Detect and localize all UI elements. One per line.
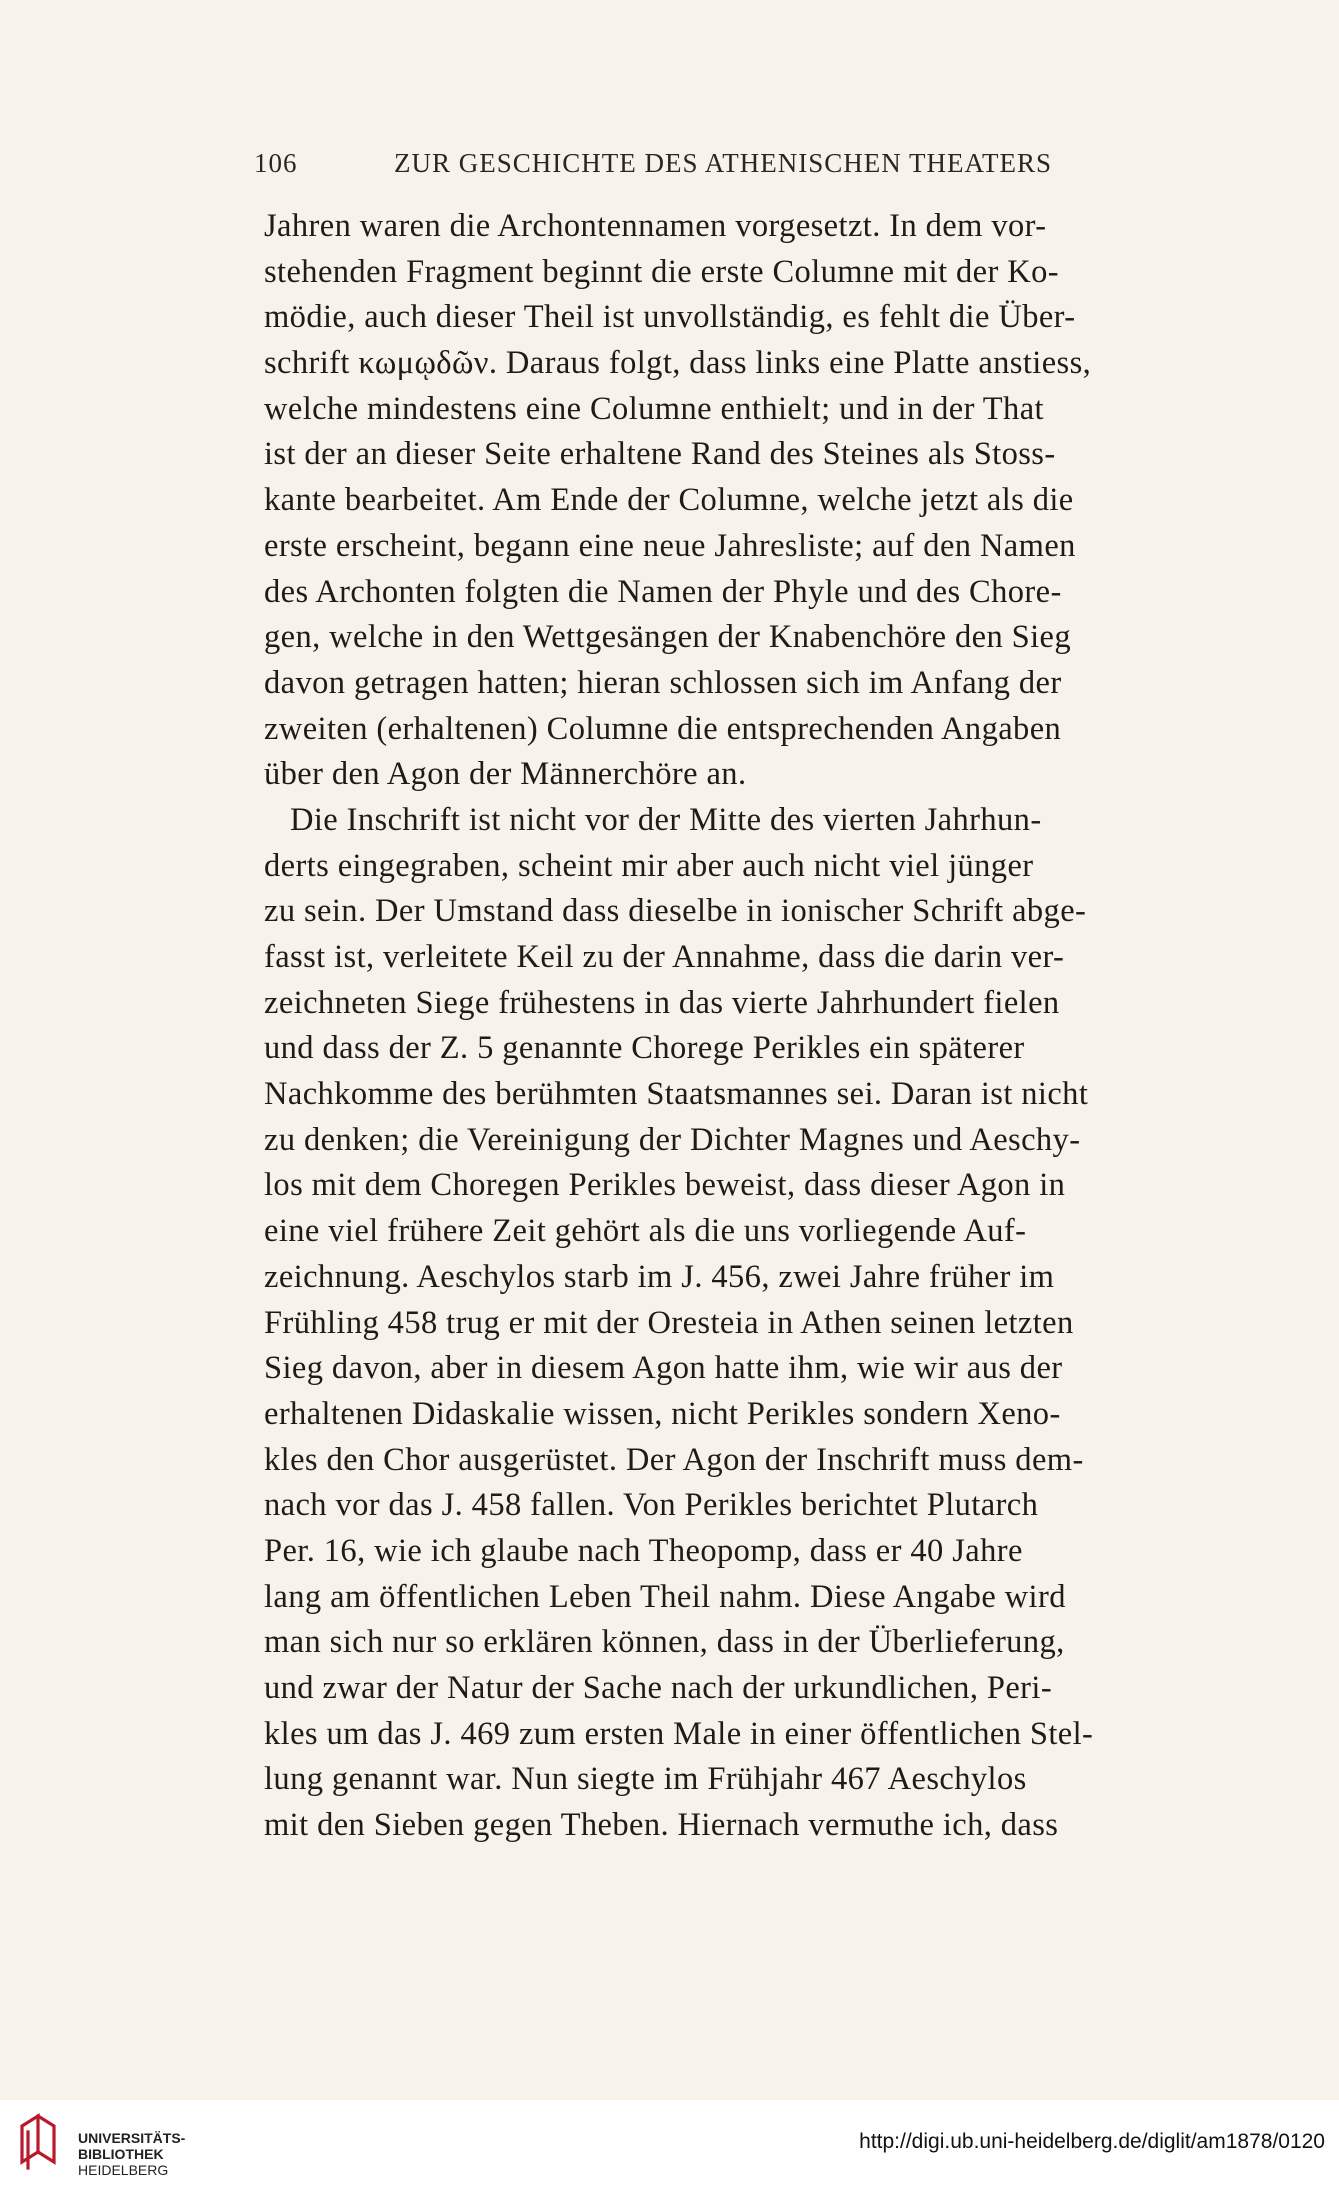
text-line: eine viel frühere Zeit gehört als die uns vorliegende Auf- [264, 1213, 1027, 1250]
text-line: erste erscheint, begann eine neue Jahresliste; auf den Namen [264, 527, 1076, 564]
page-number: 106 [254, 148, 298, 178]
text-line: mit den Sieben gegen Theben. Hiernach vermuthe ich, dass [264, 1807, 1059, 1844]
text-line: Sieg davon, aber in diesem Agon hatte ihm, wie wir aus der [264, 1350, 1063, 1387]
running-title: ZUR GESCHICHTE DES ATHENISCHEN THEATERS [394, 148, 1053, 178]
institution-line: BIBLIOTHEK [78, 2146, 164, 2162]
text-line: und dass der Z. 5 genannte Chorege Perikles ein späterer [264, 1030, 1025, 1067]
source-url-link[interactable]: http://digi.ub.uni-heidelberg.de/diglit/am1878/0120 [859, 2130, 1325, 2153]
text-line: nach vor das J. 458 fallen. Von Perikles berichtet Plutarch [264, 1487, 1039, 1524]
text-line: lang am öffentlichen Leben Theil nahm. Diese Angabe wird [264, 1578, 1066, 1615]
digitization-footer [0, 2100, 1339, 2200]
text-line: zeichneten Siege frühestens in das vierte Jahrhundert fielen [264, 984, 1060, 1021]
text-line: erhaltenen Didaskalie wissen, nicht Perikles sondern Xeno- [264, 1395, 1061, 1432]
text-line: Nachkomme des berühmten Staatsmannes sei. Daran ist nicht [264, 1076, 1089, 1113]
body-text [264, 204, 1214, 1849]
text-line: kles um das J. 469 zum ersten Male in einer öffentlichen Stel- [264, 1715, 1094, 1752]
text-line: Jahren waren die Archontennamen vorgesetzt. In dem vor- [264, 208, 1047, 244]
text-line: mödie, auch dieser Theil ist unvollständig, es fehlt die Über- [264, 299, 1076, 336]
text-line: Die Inschrift ist nicht vor der Mitte des vierten Jahrhun- [290, 801, 1042, 838]
text-line: davon getragen hatten; hieran schlossen sich im Anfang der [264, 664, 1062, 701]
text-line: über den Agon der Männerchöre an. [264, 756, 747, 793]
text-line: Per. 16, wie ich glaube nach Theopomp, dass er 40 Jahre [264, 1532, 1023, 1569]
text-line: zeichnung. Aeschylos starb im J. 456, zwei Jahre früher im [264, 1258, 1055, 1295]
text-line: los mit dem Choregen Perikles beweist, dass dieser Agon in [264, 1167, 1066, 1204]
text-line: des Archonten folgten die Namen der Phyle und des Chore- [264, 573, 1062, 610]
text-line: derts eingegraben, scheint mir aber auch nicht viel jünger [264, 847, 1034, 884]
library-logo-icon [16, 2112, 60, 2172]
institution-line: UNIVERSITÄTS- [78, 2130, 186, 2146]
text-line: zweiten (erhaltenen) Columne die entsprechenden Angaben [264, 710, 1062, 747]
text-line: gen, welche in den Wettgesängen der Knabenchöre den Sieg [264, 619, 1072, 656]
text-line: ist der an dieser Seite erhaltene Rand des Steines als Stoss- [264, 436, 1056, 473]
text-line: fasst ist, verleitete Keil zu der Annahme, dass die darin ver- [264, 939, 1065, 975]
text-line: Frühling 458 trug er mit der Oresteia in Athen seinen letzten [264, 1304, 1074, 1341]
text-line: kante bearbeitet. Am Ende der Columne, welche jetzt als die [264, 482, 1074, 519]
text-line: kles den Chor ausgerüstet. Der Agon der Inschrift muss dem- [264, 1441, 1084, 1478]
text-line: welche mindestens eine Columne enthielt; und in der That [264, 390, 1044, 427]
institution-name [78, 2130, 185, 2178]
text-line: zu denken; die Vereinigung der Dichter Magnes und Aeschy- [264, 1121, 1081, 1158]
text-line: lung genannt war. Nun siegte im Frühjahr 467 Aeschylos [264, 1761, 1027, 1798]
text-line: stehenden Fragment beginnt die erste Columne mit der Ko- [264, 253, 1059, 290]
text-line: man sich nur so erklären können, dass in der Überlieferung, [264, 1624, 1065, 1661]
text-line: zu sein. Der Umstand dass dieselbe in ionischer Schrift abge- [264, 893, 1087, 930]
text-line: und zwar der Natur der Sache nach der urkundlichen, Peri- [264, 1670, 1053, 1706]
institution-line: HEIDELBERG [78, 2162, 169, 2178]
text-line: schrift κωμῳδῶν. Daraus folgt, dass links eine Platte anstiess, [264, 345, 1092, 382]
